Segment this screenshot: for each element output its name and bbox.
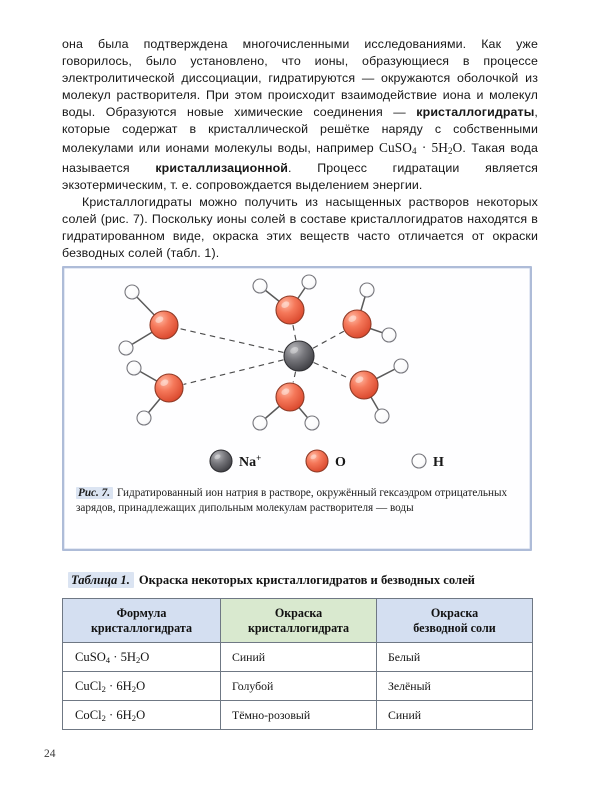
legend-sodium-ion-swatch <box>210 450 232 472</box>
table-body <box>63 643 533 730</box>
hydrogen-atom <box>253 416 267 430</box>
figure-caption <box>76 486 520 517</box>
ion-dipole-bond <box>314 363 351 379</box>
cell-formula: CoCl$_2$ · $6H_2O$ <box>63 701 221 730</box>
oxygen-atom <box>350 371 378 399</box>
oxygen-atom <box>150 311 178 339</box>
header-line-1: Формула <box>116 605 167 620</box>
cell-hydrate-color: Тёмно-розовый <box>221 701 377 730</box>
table-label: Таблица 1. <box>68 572 134 588</box>
hydrogen-atom <box>360 283 374 297</box>
ion-dipole-bond <box>313 331 344 348</box>
header-line-2: кристаллогидрата <box>90 620 193 635</box>
table-title <box>68 573 538 588</box>
header-line-1: Окраска <box>430 605 479 620</box>
hydrated-sodium-ion-diagram <box>64 268 530 483</box>
cell-hydrate-color: Синий <box>221 643 377 672</box>
inline-formula: CuSO$_4$ · $5H_2O$ <box>379 139 463 156</box>
cell-hydrate-color: Голубой <box>221 672 377 701</box>
cell-anhydrous-color: Синий <box>377 701 533 730</box>
hydrogen-atom <box>302 275 316 289</box>
hydrogen-atom <box>127 361 141 375</box>
cell-anhydrous-color: Белый <box>377 643 533 672</box>
hydrogen-atom <box>375 409 389 423</box>
hydrogen-atom <box>137 411 151 425</box>
legend-hydrogen-atom-swatch <box>412 454 426 468</box>
oxygen-atom <box>155 374 183 402</box>
table-row <box>63 643 533 672</box>
column-header-formula <box>63 599 221 643</box>
table-row <box>63 672 533 701</box>
figure-7-box <box>62 266 532 551</box>
header-line-2: кристаллогидрата <box>247 620 350 635</box>
figure-caption-text: Гидратированный ион натрия в растворе, окружённый гексаэдром отрицательных зарядов, принадлежащих дипольным молекулам растворителя — воды <box>76 487 508 515</box>
text-run: . Процесс гидратации является экзотермическим, т. е. сопровождается выделением энергии. <box>62 160 538 192</box>
legend-hydrogen-atom-label: H <box>433 455 444 470</box>
cell-formula: CuCl$_2$ · $6H_2O$ <box>63 672 221 701</box>
table-row <box>63 701 533 730</box>
oxygen-atom <box>276 383 304 411</box>
hydrogen-atom <box>125 285 139 299</box>
ion-dipole-bond <box>293 372 295 383</box>
table-head <box>63 599 533 643</box>
crystallohydrate-colors-table <box>62 598 533 730</box>
table-header-row <box>63 599 533 643</box>
cell-anhydrous-color: Зелёный <box>377 672 533 701</box>
text-run: она была подтверждена многочисленными исследованиями. Как уже говорилось, было установлено, что ионы, образующиеся в процессе электролитической диссоциации, гидратируются — окружаются оболочкой из молекул растворителя. При этом происходит взаимодействие иона и молекул воды. Образуются новые химические соединения — <box>62 37 538 120</box>
hydrogen-atom <box>382 328 396 342</box>
table-title-text: Окраска некоторых кристаллогидратов и безводных солей <box>138 573 475 587</box>
header-line-1: Окраска <box>274 605 323 620</box>
column-header-hydrate-color <box>221 599 377 643</box>
header-line-2: безводной соли <box>413 620 496 635</box>
hydrogen-atom <box>305 416 319 430</box>
paragraph-1 <box>62 36 538 194</box>
ion-dipole-bond <box>184 360 284 385</box>
oxygen-atom <box>343 310 371 338</box>
ion-dipole-bond <box>179 328 284 352</box>
paragraph-2: Кристаллогидраты можно получить из насыщенных растворов некоторых солей (рис. 7). Поскольку ионы солей в составе кристаллогидратов находятся в гидратированном виде, окраска этих веществ часто отличается от окраски безводных солей (табл. 1). <box>62 194 538 261</box>
figure-label: Рис. 7. <box>76 487 113 499</box>
charge-superscript: + <box>256 453 262 463</box>
page-number: 24 <box>44 748 56 760</box>
legend-oxygen-atom-label: O <box>335 455 346 470</box>
text-run: , которые содержат в кристаллической решётке наряду с собственными молекулами или ионами молекулы воды, например <box>62 105 538 155</box>
legend-oxygen-atom-swatch <box>306 450 328 472</box>
body-text <box>62 36 538 262</box>
ion-dipole-bond <box>293 325 296 341</box>
hydrogen-atom <box>394 359 408 373</box>
hydrogen-atom <box>119 341 133 355</box>
emphasis-term: кристаллизационной <box>155 160 289 175</box>
text-run: . Такая вода называется <box>62 140 539 175</box>
hydrogen-atom <box>253 279 267 293</box>
sodium-ion <box>284 341 314 371</box>
legend-sodium-ion-label: Na+ <box>239 453 262 470</box>
cell-formula: CuSO$_4$ · $5H_2O$ <box>63 643 221 672</box>
column-header-anhydrous-color <box>377 599 533 643</box>
oxygen-atom <box>276 296 304 324</box>
emphasis-term: кристаллогидраты <box>416 105 535 120</box>
